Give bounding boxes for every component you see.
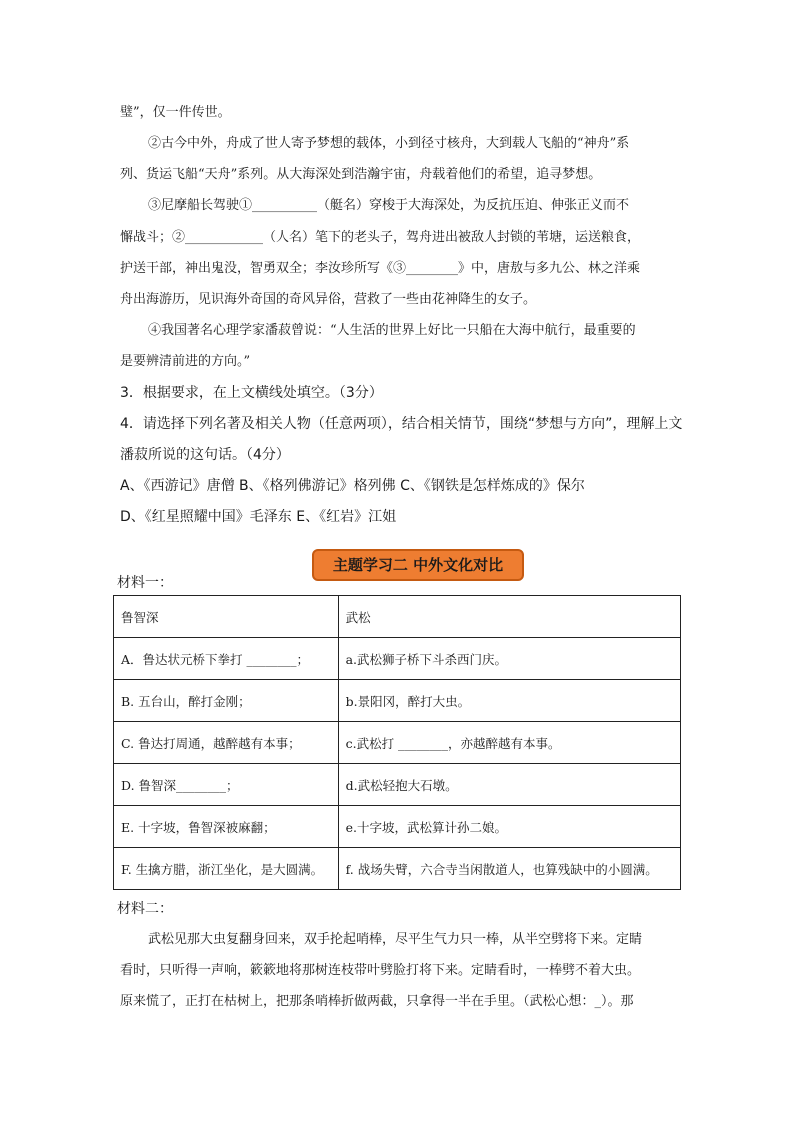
text-line: 护送干部，神出鬼没，智勇双全；李汝珍所写《③________》中，唐敖与多九公、林之洋乘 xyxy=(120,261,641,276)
question-3: 3．根据要求，在上文横线处填空。（3分） xyxy=(120,385,383,401)
table-row xyxy=(114,806,681,848)
text-line: 璧”，仅一件传世。 xyxy=(120,105,231,120)
passage-line: 看时，只听得一声响，簌簌地将那树连枝带叶劈脸打将下来。定睛看时，一棒劈不着大虫。 xyxy=(120,963,641,978)
table-cell: e.十字坡，武松算计孙二娘。 xyxy=(338,806,680,848)
table-row xyxy=(114,638,681,680)
text-line: ③尼摩船长驾驶①__________（艇名）穿梭于大海深处，为反抗压迫、伸张正义而不 xyxy=(148,198,630,213)
text-line: ②古今中外，舟成了世人寄予梦想的载体，小到径寸核舟，大到载人飞船的“神舟”系 xyxy=(148,136,630,151)
passage-line: 原来慌了，正打在枯树上，把那条哨棒折做两截，只拿得一半在手里。（武松心想：_）。那 xyxy=(120,994,634,1009)
table-cell: b.景阳冈，醉打大虫。 xyxy=(338,680,680,722)
table-row xyxy=(114,764,681,806)
options-line-2: D、《红星照耀中国》毛泽东 E、《红岩》江姐 xyxy=(120,509,397,525)
table-cell: C. 鲁达打周通，越醉越有本事； xyxy=(114,722,339,764)
table-row xyxy=(114,722,681,764)
table-cell: a.武松狮子桥下斗杀西门庆。 xyxy=(338,638,680,680)
text-line: ④我国著名心理学家潘菽曾说：“人生活的世界上好比一只船在大海中航行，最重要的 xyxy=(148,323,636,338)
table-cell: f. 战场失臂，六合寺当闲散道人，也算残缺中的小圆满。 xyxy=(338,848,680,890)
table-cell: c.武松打 ________，亦越醉越有本事。 xyxy=(338,722,680,764)
text-line: 列、货运飞船“天舟”系列。从大海深处到浩瀚宇宙，舟载着他们的希望，追寻梦想。 xyxy=(120,167,602,182)
options-line-1: A、《西游记》唐僧 B、《格列佛游记》格列佛 C、《钢铁是怎样炼成的》保尔 xyxy=(120,478,585,494)
table-cell: B. 五台山，醉打金刚； xyxy=(114,680,339,722)
table-cell: A．鲁达状元桥下拳打 ________； xyxy=(114,638,339,680)
table-cell: E. 十字坡，鲁智深被麻翻； xyxy=(114,806,339,848)
comparison-table xyxy=(113,595,681,890)
material-1-label: 材料一： xyxy=(117,575,173,591)
material-2-label: 材料二： xyxy=(117,901,173,917)
header-cell: 武松 xyxy=(338,596,680,638)
question-4: 4．请选择下列名著及相关人物（任意两项），结合相关情节，围绕“梦想与方向”，理解上文 xyxy=(120,416,683,432)
table-cell: F. 生擒方腊，浙江坐化，是大圆满。 xyxy=(114,848,339,890)
table-row xyxy=(114,848,681,890)
text-line: 舟出海游历，见识海外奇国的奇风异俗，营救了一些由花神降生的女子。 xyxy=(120,292,537,307)
table-cell: d.武松轻抱大石墩。 xyxy=(338,764,680,806)
header-cell: 鲁智深 xyxy=(114,596,339,638)
passage-line: 武松见那大虫复翻身回来，双手抡起哨棒，尽平生气力只一棒，从半空劈将下来。定睛 xyxy=(148,932,643,947)
table-row xyxy=(114,680,681,722)
text-line: 懈战斗；②____________（人名）笔下的老头子，驾舟进出被敌人封锁的苇塘，运送粮食， xyxy=(120,230,641,245)
table-cell: D. 鲁智深________； xyxy=(114,764,339,806)
table-header-row xyxy=(114,596,681,638)
question-4-cont: 潘菽所说的这句话。（4分） xyxy=(120,447,290,463)
section-banner: 主题学习二 中外文化对比 xyxy=(312,549,524,581)
text-line: 是要辨清前进的方向。” xyxy=(120,354,251,369)
